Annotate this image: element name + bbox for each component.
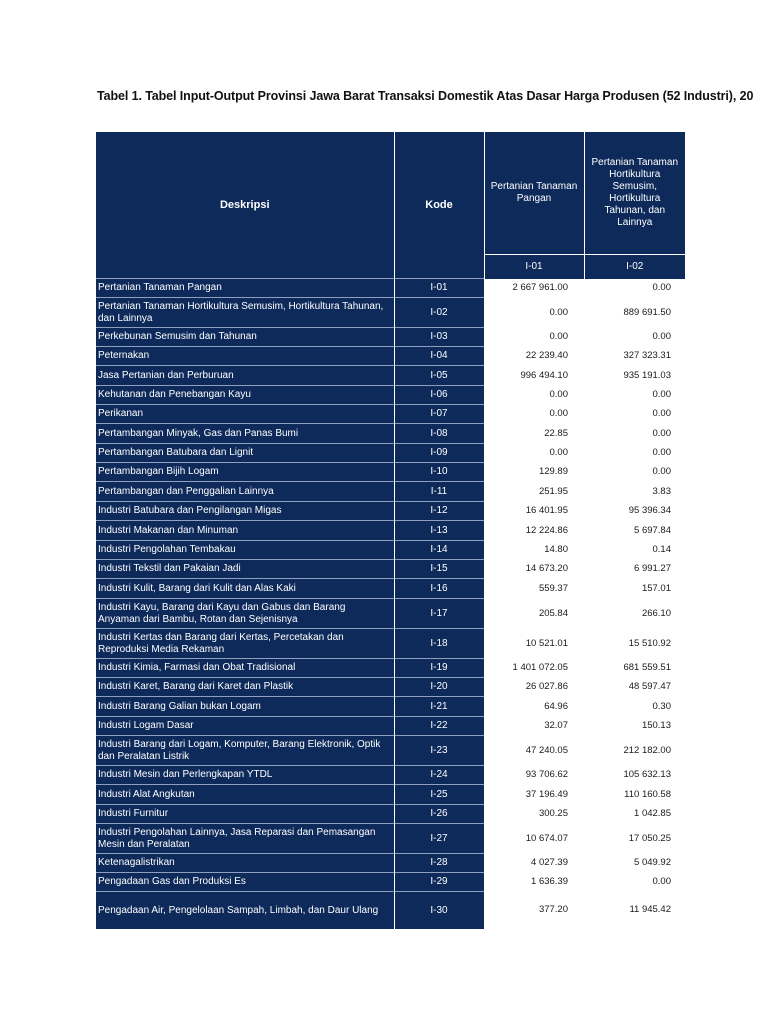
row-kode: I-03 [394,328,484,347]
table-header [96,132,685,279]
row-value-i01: 1 401 072.05 [484,659,584,678]
row-deskripsi: Industri Pengolahan Lainnya, Jasa Reparasi dan Pemasangan Mesin dan Peralatan [96,824,394,854]
row-deskripsi: Pertanian Tanaman Hortikultura Semusim, Hortikultura Tahunan, dan Lainnya [96,298,394,328]
row-deskripsi: Pertambangan Batubara dan Lignit [96,444,394,463]
row-value-i01: 0.00 [484,298,584,328]
row-kode: I-06 [394,386,484,405]
row-value-i02: 6 991.27 [584,560,685,579]
row-value-i01: 4 027.39 [484,854,584,873]
row-deskripsi: Peternakan [96,347,394,366]
row-value-i01: 377.20 [484,892,584,929]
table-row [96,366,685,386]
table-row [96,541,685,560]
row-value-i01: 559.37 [484,579,584,599]
row-deskripsi: Pertanian Tanaman Pangan [96,279,394,298]
row-kode: I-20 [394,678,484,697]
row-value-i02: 0.30 [584,697,685,717]
row-kode: I-13 [394,521,484,541]
row-value-i01: 37 196.49 [484,785,584,805]
table-row [96,279,685,298]
table-row [96,482,685,502]
row-value-i01: 300.25 [484,805,584,824]
row-value-i01: 1 636.39 [484,873,584,892]
table-row [96,717,685,736]
row-kode: I-11 [394,482,484,502]
table-row [96,599,685,629]
row-value-i02: 5 697.84 [584,521,685,541]
table-title: Tabel 1. Tabel Input-Output Provinsi Jawa Barat Transaksi Domestik Atas Dasar Harga Produsen (52 Industri), 20 [97,89,754,103]
row-value-i01: 16 401.95 [484,502,584,521]
row-value-i01: 0.00 [484,444,584,463]
table-row [96,347,685,366]
row-kode: I-23 [394,736,484,766]
row-deskripsi: Kehutanan dan Penebangan Kayu [96,386,394,405]
row-value-i02: 889 691.50 [584,298,685,328]
row-value-i02: 0.00 [584,444,685,463]
row-value-i01: 0.00 [484,386,584,405]
row-deskripsi: Industri Furnitur [96,805,394,824]
table-body [96,279,685,929]
row-value-i02: 0.14 [584,541,685,560]
table-row [96,892,685,929]
row-deskripsi: Ketenagalistrikan [96,854,394,873]
row-kode: I-04 [394,347,484,366]
row-deskripsi: Industri Kulit, Barang dari Kulit dan Alas Kaki [96,579,394,599]
row-kode: I-17 [394,599,484,629]
row-value-i02: 110 160.58 [584,785,685,805]
row-value-i01: 12 224.86 [484,521,584,541]
row-value-i01: 22 239.40 [484,347,584,366]
row-value-i01: 10 521.01 [484,629,584,659]
table-row [96,824,685,854]
table-row [96,328,685,347]
row-deskripsi: Perikanan [96,405,394,424]
table-row [96,854,685,873]
table-row [96,629,685,659]
row-value-i01: 0.00 [484,328,584,347]
row-value-i01: 14 673.20 [484,560,584,579]
row-value-i02: 3.83 [584,482,685,502]
row-deskripsi: Pengadaan Air, Pengelolaan Sampah, Limbah, dan Daur Ulang [96,892,394,929]
row-value-i02: 0.00 [584,328,685,347]
row-value-i02: 95 396.34 [584,502,685,521]
row-value-i02: 15 510.92 [584,629,685,659]
row-value-i02: 0.00 [584,873,685,892]
table-row [96,521,685,541]
row-deskripsi: Industri Pengolahan Tembakau [96,541,394,560]
table-row [96,805,685,824]
row-kode: I-27 [394,824,484,854]
table-row [96,873,685,892]
input-output-table [96,132,685,929]
header-pertanian-hortikultura: Pertanian Tanaman Hortikultura Semusim, Hortikultura Tahunan, dan Lainnya [584,132,685,254]
row-kode: I-16 [394,579,484,599]
row-kode: I-26 [394,805,484,824]
table-row [96,463,685,482]
table-row [96,444,685,463]
row-kode: I-10 [394,463,484,482]
row-kode: I-07 [394,405,484,424]
header-code-i02: I-02 [584,254,685,279]
row-value-i01: 251.95 [484,482,584,502]
row-value-i01: 996 494.10 [484,366,584,386]
row-value-i01: 93 706.62 [484,766,584,785]
row-value-i01: 10 674.07 [484,824,584,854]
row-kode: I-12 [394,502,484,521]
row-kode: I-08 [394,424,484,444]
row-value-i02: 0.00 [584,279,685,298]
row-value-i02: 935 191.03 [584,366,685,386]
row-value-i01: 129.89 [484,463,584,482]
row-value-i02: 1 042.85 [584,805,685,824]
row-value-i01: 2 667 961.00 [484,279,584,298]
row-kode: I-02 [394,298,484,328]
row-value-i02: 266.10 [584,599,685,629]
row-value-i02: 212 182.00 [584,736,685,766]
row-deskripsi: Industri Barang dari Logam, Komputer, Barang Elektronik, Optik dan Peralatan Listrik [96,736,394,766]
row-kode: I-22 [394,717,484,736]
row-kode: I-19 [394,659,484,678]
row-kode: I-24 [394,766,484,785]
table-row [96,736,685,766]
header-pertanian-tanaman-pangan: Pertanian Tanaman Pangan [484,132,584,254]
table-row [96,678,685,697]
row-value-i01: 22.85 [484,424,584,444]
row-value-i02: 0.00 [584,405,685,424]
table-row [96,405,685,424]
table-row [96,502,685,521]
row-kode: I-05 [394,366,484,386]
row-deskripsi: Industri Batubara dan Pengilangan Migas [96,502,394,521]
row-deskripsi: Pertambangan Minyak, Gas dan Panas Bumi [96,424,394,444]
row-value-i02: 105 632.13 [584,766,685,785]
row-kode: I-30 [394,892,484,929]
row-value-i01: 64.96 [484,697,584,717]
table-row [96,766,685,785]
row-value-i02: 681 559.51 [584,659,685,678]
row-deskripsi: Pertambangan dan Penggalian Lainnya [96,482,394,502]
row-deskripsi: Industri Kertas dan Barang dari Kertas, Percetakan dan Reproduksi Media Rekaman [96,629,394,659]
row-kode: I-09 [394,444,484,463]
table-row [96,298,685,328]
header-deskripsi: Deskripsi [96,132,394,279]
row-deskripsi: Perkebunan Semusim dan Tahunan [96,328,394,347]
row-value-i02: 0.00 [584,386,685,405]
table-row [96,785,685,805]
row-deskripsi: Industri Kayu, Barang dari Kayu dan Gabus dan Barang Anyaman dari Bambu, Rotan dan Sejenisnya [96,599,394,629]
row-deskripsi: Industri Alat Angkutan [96,785,394,805]
row-value-i02: 150.13 [584,717,685,736]
row-value-i01: 205.84 [484,599,584,629]
row-kode: I-21 [394,697,484,717]
row-value-i01: 0.00 [484,405,584,424]
table-row [96,659,685,678]
row-deskripsi: Industri Barang Galian bukan Logam [96,697,394,717]
row-deskripsi: Industri Makanan dan Minuman [96,521,394,541]
row-value-i02: 5 049.92 [584,854,685,873]
row-kode: I-15 [394,560,484,579]
row-deskripsi: Industri Logam Dasar [96,717,394,736]
row-value-i02: 11 945.42 [584,892,685,929]
row-value-i02: 0.00 [584,463,685,482]
row-deskripsi: Industri Kimia, Farmasi dan Obat Tradisional [96,659,394,678]
table-row [96,386,685,405]
table-row [96,697,685,717]
row-value-i01: 47 240.05 [484,736,584,766]
row-kode: I-28 [394,854,484,873]
row-kode: I-25 [394,785,484,805]
row-deskripsi: Pengadaan Gas dan Produksi Es [96,873,394,892]
row-deskripsi: Industri Tekstil dan Pakaian Jadi [96,560,394,579]
row-deskripsi: Pertambangan Bijih Logam [96,463,394,482]
row-value-i02: 157.01 [584,579,685,599]
row-deskripsi: Industri Karet, Barang dari Karet dan Plastik [96,678,394,697]
table-row [96,424,685,444]
row-value-i01: 14.80 [484,541,584,560]
row-kode: I-29 [394,873,484,892]
row-value-i01: 32.07 [484,717,584,736]
row-value-i02: 327 323.31 [584,347,685,366]
table-row [96,579,685,599]
row-deskripsi: Jasa Pertanian dan Perburuan [96,366,394,386]
row-kode: I-01 [394,279,484,298]
row-value-i02: 48 597.47 [584,678,685,697]
row-value-i02: 17 050.25 [584,824,685,854]
header-kode: Kode [394,132,484,279]
table-row [96,560,685,579]
row-kode: I-18 [394,629,484,659]
header-code-i01: I-01 [484,254,584,279]
row-kode: I-14 [394,541,484,560]
row-deskripsi: Industri Mesin dan Perlengkapan YTDL [96,766,394,785]
row-value-i01: 26 027.86 [484,678,584,697]
row-value-i02: 0.00 [584,424,685,444]
